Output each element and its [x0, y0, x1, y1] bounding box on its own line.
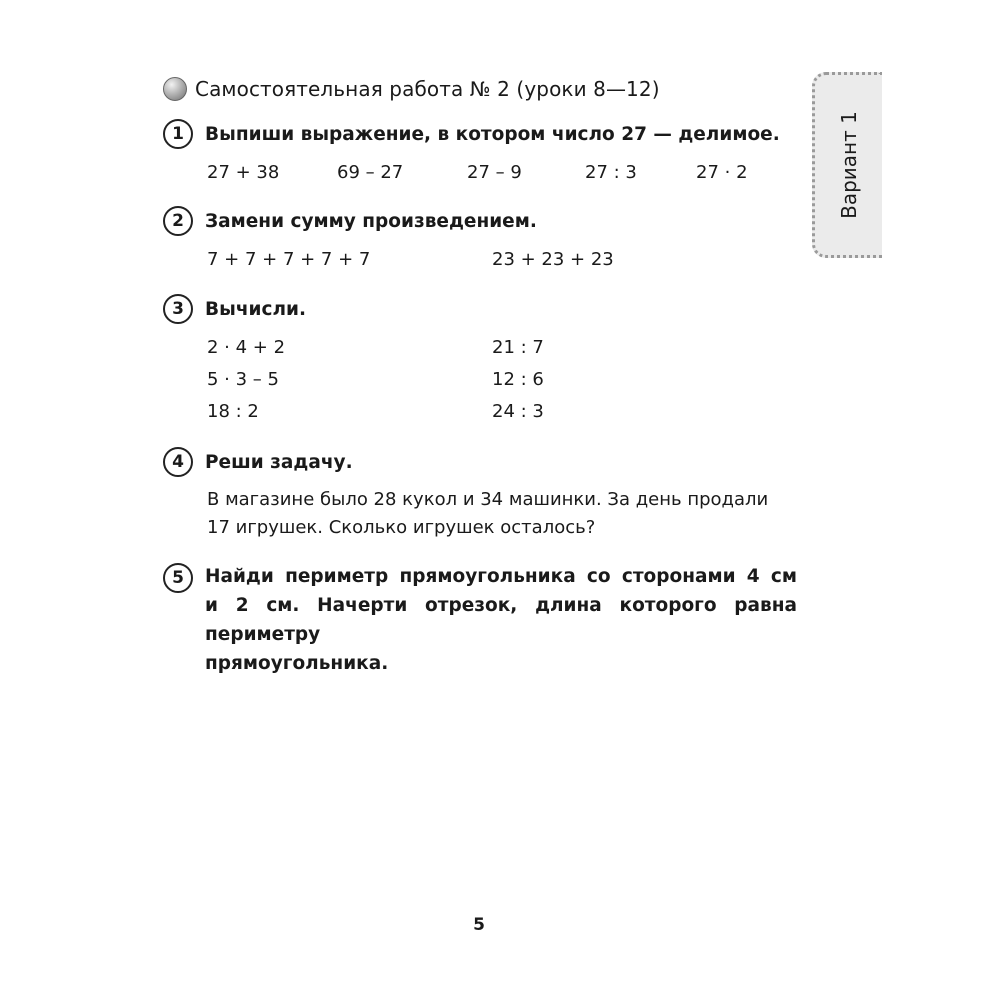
page-title: [163, 72, 660, 106]
task-title: Вычисли.: [205, 298, 307, 320]
expression: 18 : 2: [207, 400, 259, 422]
expression: 27 – 9: [467, 161, 522, 183]
task-title: Выпиши выражение, в котором число 27 — делимое.: [205, 123, 780, 145]
text-line: Найди периметр прямоугольника со сторонами 4 см: [205, 566, 797, 587]
expression: 27 · 2: [696, 161, 748, 183]
text-line: 17 игрушек. Сколько игрушек осталось?: [207, 517, 596, 538]
task-5: [163, 563, 803, 678]
expression: 69 – 27: [337, 161, 404, 183]
expression: 2 · 4 + 2: [207, 336, 286, 358]
task-3: [163, 293, 803, 427]
task-title: Реши задачу.: [205, 451, 353, 473]
expression: 27 : 3: [585, 161, 637, 183]
expression: 24 : 3: [492, 400, 544, 422]
task-number: 3: [163, 294, 193, 324]
text-line: и 2 см. Начерти отрезок, длина которого равна периметру: [205, 595, 797, 645]
task-number: 5: [163, 563, 193, 593]
task-2: [163, 205, 803, 275]
task-number: 1: [163, 119, 193, 149]
expression: 21 : 7: [492, 336, 544, 358]
task-number: 4: [163, 447, 193, 477]
task-problem-text: [207, 486, 807, 542]
expression: 27 + 38: [207, 161, 280, 183]
expression: 12 : 6: [492, 368, 544, 390]
expression: 23 + 23 + 23: [492, 248, 614, 270]
expression: 5 · 3 – 5: [207, 368, 279, 390]
variant-label: Вариант 1: [836, 111, 861, 219]
worksheet-title: Самостоятельная работа № 2 (уроки 8—12): [195, 77, 660, 101]
expression: 7 + 7 + 7 + 7 + 7: [207, 248, 371, 270]
task-title: [205, 562, 797, 678]
task-number: 2: [163, 206, 193, 236]
task-title: Замени сумму произведением.: [205, 210, 537, 232]
page-number: 5: [473, 915, 485, 935]
bullet-icon: [163, 77, 187, 101]
task-4: [163, 446, 803, 542]
task-1: [163, 118, 803, 188]
text-line: прямоугольника.: [205, 653, 389, 674]
variant-tab: [812, 72, 882, 258]
text-line: В магазине было 28 кукол и 34 машинки. За день продали: [207, 489, 769, 510]
